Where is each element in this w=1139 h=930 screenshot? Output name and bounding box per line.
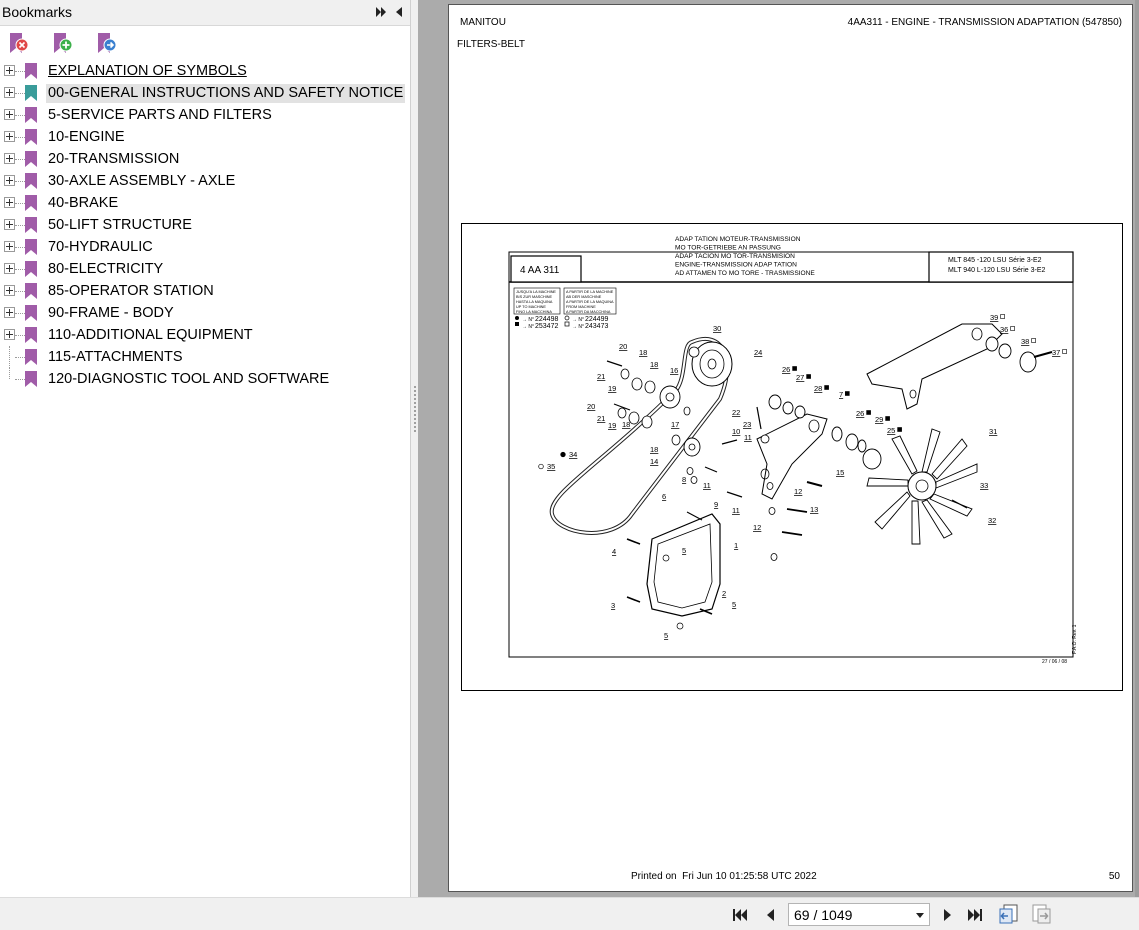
drawing-code: 4 AA 311 bbox=[520, 265, 560, 276]
part-number-label: 8 bbox=[682, 475, 687, 484]
previous-view-icon[interactable] bbox=[998, 903, 1020, 925]
svg-text:→ N°: → N° bbox=[522, 324, 534, 330]
part-number-label: 5 bbox=[682, 546, 687, 555]
expand-plus-icon[interactable] bbox=[4, 307, 15, 318]
panel-splitter[interactable] bbox=[410, 0, 418, 897]
expand-plus-icon[interactable] bbox=[4, 109, 15, 120]
expand-plus-icon[interactable] bbox=[4, 87, 15, 98]
part-number-label: 12 bbox=[794, 487, 803, 496]
part-number-label: 38 bbox=[1021, 337, 1030, 346]
bookmark-label[interactable]: 30-AXLE ASSEMBLY - AXLE bbox=[48, 173, 236, 189]
bookmark-item[interactable] bbox=[0, 60, 410, 82]
drawing-revision-date: 27 / 06 / 08 bbox=[1042, 659, 1068, 665]
part-number-label: 37 bbox=[1052, 348, 1061, 357]
bookmark-item[interactable] bbox=[0, 148, 410, 170]
drawing-model: MLT 940 L-120 LSU Série 3-E2 bbox=[948, 267, 1046, 274]
bookmark-label[interactable]: 20-TRANSMISSION bbox=[48, 151, 180, 167]
serial-3: 253472 bbox=[535, 323, 559, 330]
part-number-label: 6 bbox=[662, 492, 667, 501]
serial-box-line: A PARTIR DE LA MAQUINA bbox=[566, 300, 614, 304]
bookmark-item[interactable] bbox=[0, 324, 410, 346]
part-number-label: 30 bbox=[713, 324, 722, 333]
bookmark-label[interactable]: 70-HYDRAULIC bbox=[48, 239, 153, 255]
part-number-label: 29 bbox=[875, 415, 884, 424]
svg-text:→ N°: → N° bbox=[522, 317, 534, 323]
serial-marker bbox=[825, 386, 829, 390]
part-number-label: 20 bbox=[587, 402, 596, 411]
bookmark-icon bbox=[24, 106, 38, 124]
part-number-label: 19 bbox=[608, 421, 617, 430]
bookmark-item[interactable] bbox=[0, 170, 410, 192]
bookmark-label[interactable]: 40-BRAKE bbox=[48, 195, 119, 211]
part-number-label: 21 bbox=[597, 414, 606, 423]
part-number-label: 5 bbox=[732, 600, 737, 609]
part-number-label: 18 bbox=[622, 420, 631, 429]
part-number-label: 11 bbox=[703, 481, 711, 490]
serial-marker bbox=[886, 417, 890, 421]
expand-plus-icon[interactable] bbox=[4, 153, 15, 164]
drawing-titles bbox=[675, 236, 815, 277]
part-number-label: 28 bbox=[814, 384, 823, 393]
previous-page-icon[interactable] bbox=[762, 906, 780, 924]
part-number-label: 16 bbox=[670, 366, 679, 375]
serial-box-line: HASTA LA MAQUINA bbox=[516, 300, 553, 304]
serial-marker bbox=[1063, 350, 1067, 354]
bookmark-item[interactable] bbox=[0, 368, 410, 390]
bookmark-item[interactable] bbox=[0, 236, 410, 258]
bookmark-icon bbox=[24, 260, 38, 278]
expand-plus-icon[interactable] bbox=[4, 241, 15, 252]
serial-box-line: FINO LA MACCHINA bbox=[516, 310, 552, 314]
part-number-label: 23 bbox=[743, 420, 752, 429]
delete-bookmark-icon[interactable] bbox=[6, 31, 30, 55]
page-section-title: 4AA311 - ENGINE - TRANSMISSION ADAPTATION (547850) bbox=[847, 17, 1122, 28]
part-number-label: 15 bbox=[836, 468, 845, 477]
bookmark-icon bbox=[24, 62, 38, 80]
serial-marker bbox=[807, 375, 811, 379]
bookmarks-title: Bookmarks bbox=[2, 4, 73, 20]
part-number-label: 27 bbox=[796, 373, 805, 382]
bookmark-item[interactable] bbox=[0, 82, 410, 104]
serial-marker bbox=[898, 428, 902, 432]
bookmark-icon bbox=[24, 128, 38, 146]
bookmark-label[interactable]: 120-DIAGNOSTIC TOOL AND SOFTWARE bbox=[48, 371, 330, 387]
bookmark-icon bbox=[24, 150, 38, 168]
drawing-side-note: F.A.O. Rev. 1 bbox=[1072, 624, 1078, 654]
part-number-labels bbox=[539, 313, 1067, 640]
part-number-label: 36 bbox=[1000, 325, 1009, 334]
bookmark-icon bbox=[24, 348, 38, 366]
svg-text:→ N°: → N° bbox=[572, 317, 584, 323]
bookmark-item[interactable] bbox=[0, 280, 410, 302]
drawing-title-line: ENGINE-TRANSMISSION ADAP TATION bbox=[675, 261, 797, 269]
bookmark-icon bbox=[24, 326, 38, 344]
serial-marker bbox=[1001, 315, 1005, 319]
bookmark-label[interactable]: EXPLANATION OF SYMBOLS bbox=[48, 63, 247, 79]
expand-plus-icon[interactable] bbox=[4, 285, 15, 296]
serial-2: 224499 bbox=[585, 316, 609, 323]
part-number-label: 11 bbox=[744, 433, 752, 442]
expand-panel-icon[interactable] bbox=[373, 4, 389, 20]
bookmark-properties-icon[interactable] bbox=[94, 31, 118, 55]
bookmark-item[interactable] bbox=[0, 192, 410, 214]
bookmark-label[interactable]: 110-ADDITIONAL EQUIPMENT bbox=[48, 327, 253, 343]
bookmark-icon bbox=[24, 370, 38, 388]
add-bookmark-icon[interactable] bbox=[50, 31, 74, 55]
part-number-label: 18 bbox=[650, 445, 659, 454]
parts-drawing-frame bbox=[461, 223, 1123, 691]
page-navigation-bar bbox=[0, 897, 1139, 930]
bookmark-item[interactable] bbox=[0, 258, 410, 280]
expand-plus-icon[interactable] bbox=[4, 131, 15, 142]
serial-marker bbox=[539, 464, 544, 469]
bookmarks-toolbar bbox=[0, 27, 410, 59]
drawing-title-line: ADAP TACION MO TOR-TRANSMISION bbox=[675, 253, 795, 260]
part-number-label: 26 bbox=[856, 409, 865, 418]
bookmark-icon bbox=[24, 304, 38, 322]
part-number-label: 25 bbox=[887, 426, 896, 435]
expand-plus-icon[interactable] bbox=[4, 175, 15, 186]
first-page-icon[interactable] bbox=[731, 906, 749, 924]
part-number-label: 10 bbox=[732, 427, 741, 436]
bookmark-label[interactable]: 80-ELECTRICITY bbox=[48, 261, 164, 277]
exploded-parts-diagram bbox=[462, 224, 1122, 690]
bookmark-label[interactable]: 90-FRAME - BODY bbox=[48, 305, 174, 321]
page-number: 50 bbox=[1108, 871, 1120, 882]
bookmark-item[interactable] bbox=[0, 214, 410, 236]
serial-marker bbox=[845, 392, 849, 396]
part-number-label: 32 bbox=[988, 516, 997, 525]
expand-plus-icon[interactable] bbox=[4, 263, 15, 274]
part-number-label: 11 bbox=[732, 506, 740, 515]
part-number-label: 1 bbox=[734, 541, 739, 550]
page-brand: MANITOU bbox=[460, 17, 506, 28]
bookmark-item[interactable] bbox=[0, 302, 410, 324]
last-page-icon[interactable] bbox=[966, 906, 984, 924]
part-number-label: 21 bbox=[597, 372, 606, 381]
part-number-label: 26 bbox=[782, 365, 791, 374]
drawing-title-line: AD ATTAMEN TO MO TORE - TRASMISSIONE bbox=[675, 270, 815, 277]
part-number-label: 3 bbox=[611, 601, 616, 610]
serial-marker bbox=[561, 452, 566, 457]
serial-box-line: UP TO MACHINE bbox=[516, 305, 546, 309]
document-viewer[interactable] bbox=[418, 0, 1139, 897]
part-number-label: 4 bbox=[612, 547, 617, 556]
bookmark-item[interactable] bbox=[0, 126, 410, 148]
part-number-label: 31 bbox=[989, 427, 998, 436]
part-number-label: 9 bbox=[714, 500, 719, 509]
next-view-icon[interactable] bbox=[1030, 903, 1052, 925]
bookmark-label[interactable]: 5-SERVICE PARTS AND FILTERS bbox=[48, 107, 272, 123]
expand-plus-icon[interactable] bbox=[4, 329, 15, 340]
serial-marker bbox=[793, 367, 797, 371]
part-number-label: 18 bbox=[650, 360, 659, 369]
chevron-down-icon[interactable] bbox=[916, 913, 924, 918]
expand-plus-icon[interactable] bbox=[4, 219, 15, 230]
page-number-select[interactable] bbox=[788, 903, 930, 926]
part-number-label: 5 bbox=[664, 631, 669, 640]
serial-box-line: JUSQU'A LA MACHINE bbox=[516, 290, 556, 294]
part-number-label: 14 bbox=[650, 457, 659, 466]
part-number-label: 39 bbox=[990, 313, 999, 322]
document-page bbox=[448, 4, 1133, 892]
page-subsection: FILTERS-BELT bbox=[457, 39, 525, 50]
printed-label: Printed on bbox=[631, 871, 677, 882]
serial-box-line: A PARTIR DE LA MACHINE bbox=[566, 290, 614, 294]
bookmark-label[interactable]: 115-ATTACHMENTS bbox=[48, 349, 183, 365]
part-number-label: 18 bbox=[639, 348, 648, 357]
bookmark-label[interactable]: 85-OPERATOR STATION bbox=[48, 283, 214, 299]
part-number-label: 12 bbox=[753, 523, 762, 532]
svg-text:→ N°: → N° bbox=[572, 324, 584, 330]
serial-box-line: BIS ZUR MASCHINE bbox=[516, 295, 553, 299]
part-number-label: 13 bbox=[810, 505, 819, 514]
collapse-panel-icon[interactable] bbox=[392, 4, 406, 20]
splitter-grip[interactable] bbox=[414, 386, 416, 432]
bookmark-icon bbox=[24, 194, 38, 212]
part-number-label: 2 bbox=[722, 589, 727, 598]
part-number-label: 35 bbox=[547, 462, 556, 471]
expand-plus-icon[interactable] bbox=[4, 65, 15, 76]
bookmark-item[interactable] bbox=[0, 104, 410, 126]
bookmark-icon bbox=[24, 172, 38, 190]
bookmark-item[interactable] bbox=[0, 346, 410, 368]
part-number-label: 17 bbox=[671, 420, 680, 429]
tree-line bbox=[9, 368, 10, 379]
bookmark-icon bbox=[24, 282, 38, 300]
bookmark-label[interactable]: 00-GENERAL INSTRUCTIONS AND SAFETY NOTICE bbox=[48, 85, 404, 101]
serial-1: 224498 bbox=[535, 316, 559, 323]
bookmarks-panel bbox=[0, 0, 410, 897]
next-page-icon[interactable] bbox=[938, 906, 956, 924]
serial-box-right bbox=[566, 290, 614, 314]
bookmark-icon bbox=[24, 84, 38, 102]
part-number-label: 22 bbox=[732, 408, 741, 417]
serial-marker bbox=[867, 411, 871, 415]
bookmark-label[interactable]: 50-LIFT STRUCTURE bbox=[48, 217, 192, 233]
page-number-display[interactable]: 69 / 1049 bbox=[794, 907, 853, 923]
drawing-model: MLT 845 -120 LSU Série 3-E2 bbox=[948, 257, 1042, 264]
part-number-label: 34 bbox=[569, 450, 578, 459]
viewer-scrollbar[interactable] bbox=[1135, 0, 1139, 897]
serial-marker bbox=[1011, 327, 1015, 331]
serial-marker bbox=[1032, 339, 1036, 343]
part-number-label: 33 bbox=[980, 481, 989, 490]
bookmark-icon bbox=[24, 216, 38, 234]
serial-4: 243473 bbox=[585, 323, 609, 330]
expand-plus-icon[interactable] bbox=[4, 197, 15, 208]
part-number-label: 20 bbox=[619, 342, 628, 351]
serial-box-line: A PARTIR DA MACCHINA bbox=[566, 310, 611, 314]
page-footer-print bbox=[631, 871, 817, 882]
drawing-title-line: ADAP TATION MOTEUR-TRANSMISSION bbox=[675, 236, 801, 243]
part-number-label: 24 bbox=[754, 348, 763, 357]
serial-box-line: AB DER MASCHINE bbox=[566, 295, 602, 299]
bookmark-icon bbox=[24, 238, 38, 256]
bookmarks-header bbox=[0, 0, 410, 26]
serial-box-line: FROM MACHINE bbox=[566, 305, 596, 309]
drawing-title-line: MO TOR-GETRIEBE AN PASSUNG bbox=[675, 244, 781, 252]
bookmark-label[interactable]: 10-ENGINE bbox=[48, 129, 125, 145]
serial-box-left bbox=[516, 290, 556, 314]
printed-date: Fri Jun 10 01:25:58 UTC 2022 bbox=[682, 871, 817, 882]
tree-line bbox=[9, 346, 10, 368]
part-number-label: 7 bbox=[839, 390, 844, 399]
part-number-label: 19 bbox=[608, 384, 617, 393]
